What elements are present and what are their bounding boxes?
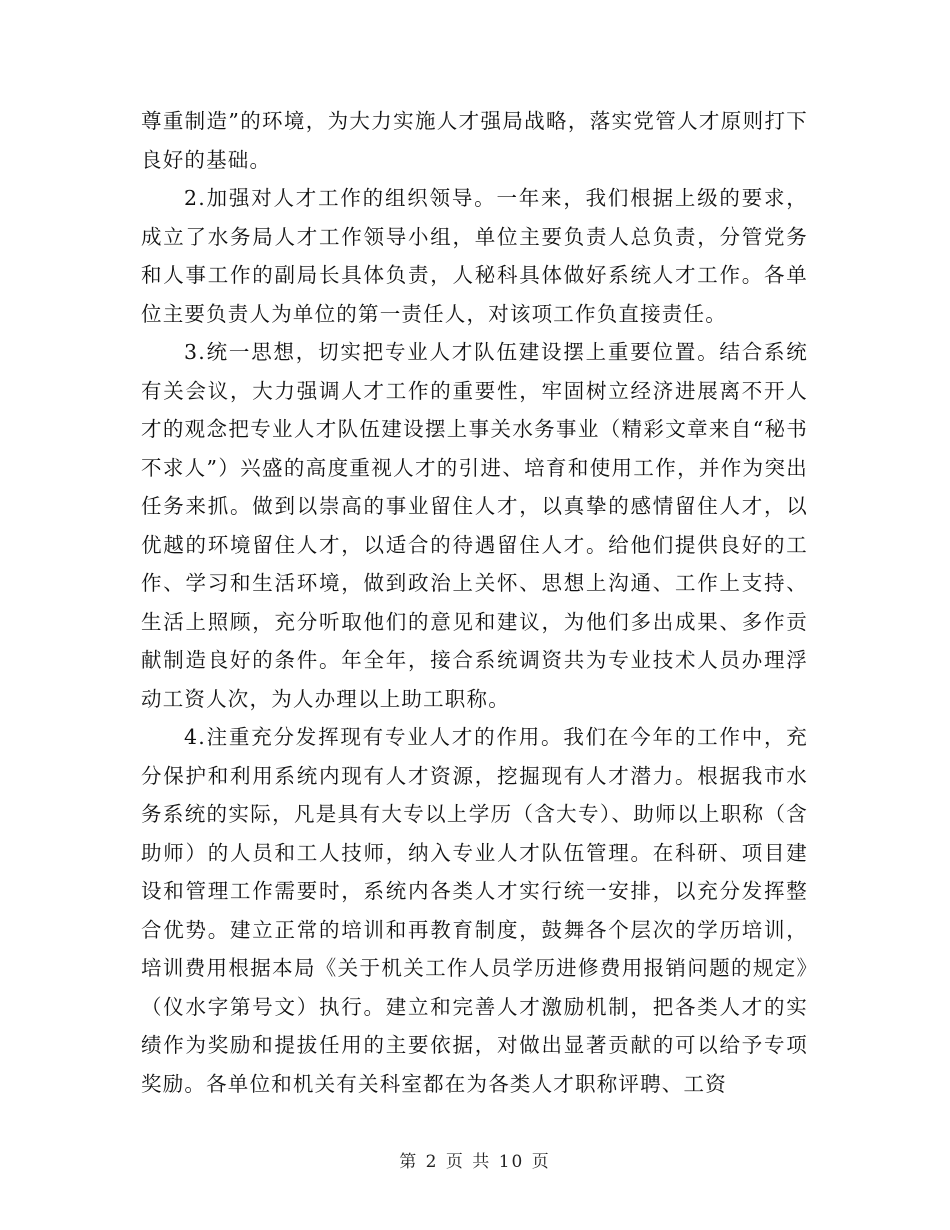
paragraph-continuation: 尊重制造”的环境，为大力实施人才强局战略，落实党管人才原则打下良好的基础。 — [141, 109, 808, 172]
body-text — [141, 102, 808, 1103]
paragraph-2: 2.加强对人才工作的组织领导。一年来，我们根据上级的要求，成立了水务局人才工作领导小组，单位主要负责人总负责，分管党务和人事工作的副局长具体负责，人秘科具体做好系统人才工作。各单位主要负责人为单位的第一责任人，对该项工作负直接责任。 — [141, 186, 808, 326]
page-number-footer: 第 2 页 共 10 页 — [399, 1152, 551, 1172]
paragraph-4: 4.注重充分发挥现有专业人才的作用。我们在今年的工作中，充分保护和利用系统内现有人才资源，挖掘现有人才潜力。根据我市水务系统的实际，凡是具有大专以上学历（含大专）、助师以上职称（含助师）的人员和工人技师，纳入专业人才队伍管理。在科研、项目建设和管理工作需要时，系统内各类人才实行统一安排，以充分发挥整合优势。建立正常的培训和再教育制度，鼓舞各个层次的学历培训，培训费用根据本局《关于机关工作人员学历进修费用报销问题的规定》（仪水字第号文）执行。建立和完善人才激励机制，把各类人才的实绩作为奖励和提拔任用的主要依据，对做出显著贡献的可以给予专项奖励。各单位和机关有关科室都在为各类人才职称评聘、工资 — [141, 725, 808, 1096]
paragraph-3: 3.统一思想，切实把专业人才队伍建设摆上重要位置。结合系统有关会议，大力强调人才工作的重要性，牢固树立经济进展离不开人才的观念把专业人才队伍建设摆上事关水务事业（精彩文章来自“秘书不求人”）兴盛的高度重视人才的引进、培育和使用工作，并作为突出任务来抓。做到以崇高的事业留住人才，以真挚的感情留住人才，以优越的环境留住人才，以适合的待遇留住人才。给他们提供良好的工作、学习和生活环境，做到政治上关怀、思想上沟通、工作上支持、生活上照顾，充分听取他们的意见和建议，为他们多出成果、多作贡献制造良好的条件。年全年，接合系统调资共为专业技术人员办理浮动工资人次，为人办理以上助工职称。 — [141, 340, 808, 711]
